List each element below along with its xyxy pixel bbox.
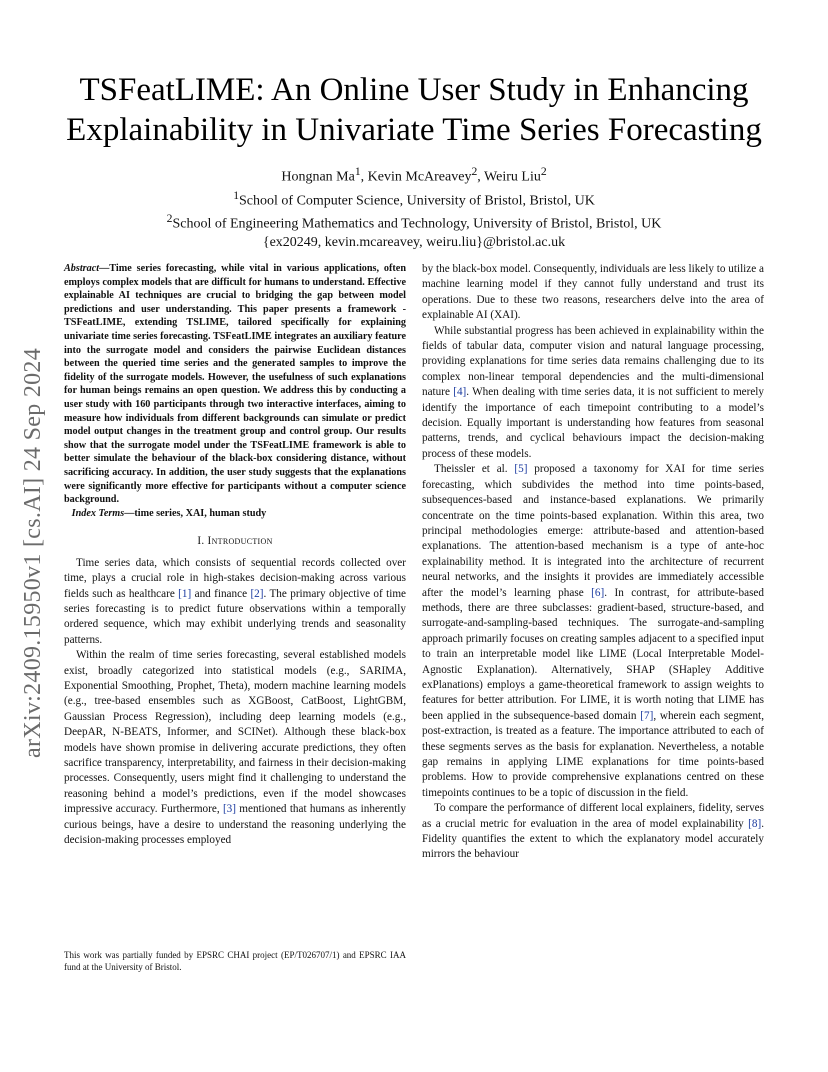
body-paragraph: Time series data, which consists of sequential records collected over time, plays a crucial role in high-stakes decision-making across various fields such as healthcare [1] and finance [2]. The primary objective of time series forecasting is to predict future observations within a temporally ordered sequence, which may exhibit underlying trends and seasonality patterns. bbox=[64, 556, 406, 646]
author-emails: {ex20249, kevin.mcareavey, weiru.liu}@bristol.ac.uk bbox=[262, 234, 566, 250]
abstract bbox=[64, 262, 406, 507]
citation-link[interactable]: [5] bbox=[514, 463, 528, 476]
index-terms-label: Index Terms bbox=[71, 507, 125, 519]
abstract-text: —Time series forecasting, while vital in various applications, often employs complex models that are difficult for humans to understand. Effective explainable AI techniques are crucial to bridging the gap between model predictions and user understanding. This paper presents a framework - TSFeatLIME, extending TSLIME, tailored specifically for explaining univariate time series forecasting. TSFeatLIME integrates an auxiliary feature into the surrogate model and considers the pairwise Euclidean distances between the queried time series and the generated samples to improve the fidelity of the surrogate models. However, the usefulness of such explanations for human beings remains an open question. We address this by conducting a user study with 160 participants through two interactive interfaces, aiming to measure how individuals from different backgrounds can simulate or predict model output changes in the treatment group and control group. Our results show that the surrogate model under the TSFeatLIME framework is able to better simulate the behaviour of the black-box considering distance, without sacrificing accuracy. In addition, the user study suggests that the explanations were significantly more effective for participants without a computer science background. bbox=[64, 263, 406, 506]
citation-link[interactable]: [4] bbox=[453, 386, 467, 399]
author-names: Hongnan Ma$^1$, Kevin McAreavey$^2$, Weiru Liu$^2$ bbox=[281, 165, 547, 185]
citation-link[interactable]: [8] bbox=[748, 817, 762, 830]
author-name: Kevin McAreavey bbox=[367, 169, 472, 185]
body-paragraph: While substantial progress has been achieved in explainability within the fields of tabular data, computer vision and natural language processing, providing explanations for time series data remains challenging due to its complex non-linear temporal dependencies and the multi-dimensional nature [4]. When dealing with time series data, it is not sufficient to merely identify the importance of each timepoint contributing to a model’s decision. Equally important is understanding how features from seasonal patterns, trends, and cyclical behaviours impact the decision-making process of these models. bbox=[422, 324, 765, 460]
right-paragraphs bbox=[422, 262, 764, 863]
author-affiliation-mark: 2 bbox=[540, 165, 547, 178]
abstract-label: Abstract bbox=[64, 263, 100, 274]
citation-link[interactable]: [7] bbox=[640, 709, 654, 722]
citation-link[interactable]: [3] bbox=[222, 803, 236, 816]
author-affiliation-mark: 2 bbox=[471, 165, 478, 178]
index-terms-text: —time series, XAI, human study bbox=[124, 507, 267, 519]
citation-link[interactable]: [2] bbox=[250, 587, 264, 600]
citation-link[interactable]: [1] bbox=[178, 587, 192, 600]
author-affiliation-mark: 1 bbox=[354, 165, 361, 178]
author-name: Weiru Liu bbox=[484, 169, 541, 185]
left-paragraphs bbox=[64, 556, 406, 849]
section-heading: I. Introduction bbox=[197, 535, 273, 548]
citation-link[interactable]: [6] bbox=[591, 586, 605, 599]
author-name: Hongnan Ma bbox=[281, 169, 355, 185]
left-column bbox=[64, 262, 406, 848]
affiliation-2: $^2$School of Engineering Mathematics and Technology, University of Bristol, Bristol, UK bbox=[166, 212, 662, 232]
paper-title: TSFeatLIME: An Online User Study in Enhancing Explainability in Univariate Time Series Forecasting bbox=[66, 72, 762, 148]
body-paragraph: Within the realm of time series forecasting, several established models exist, broadly categorized into statistical models (e.g., SARIMA, Exponential Smoothing, Prophet, Theta), modern machine learning models (e.g., tree-based ensembles such as XGBoost, CatBoost, LightGBM, Gaussian Process Regression), including deep learning models (e.g., DeepAR, N-BEATS, Informer, and SCINet). Although these black-box models have shown promise in delivering accurate predictions, they often sacrifice transparency, interpretability, and fairness in their decision-making processes. Consequently, users might find it challenging to understand the reasoning behind a model’s predictions, even if the model showcases impressive accuracy. Furthermore, [3] mentioned that humans as inherently curious beings, have a desire to understand the reasoning underlying the decision-making processes employed bbox=[64, 649, 407, 846]
index-terms bbox=[64, 507, 406, 521]
right-column bbox=[422, 262, 764, 863]
body-paragraph: Theissler et al. [5] proposed a taxonomy for XAI for time series forecasting, which subdivides the method into time points-based, subsequences-based and instance-based explanations. We primarily concentrate on the time points-based explanation. Within this area, two principal methodologies emerge: attribute-based and attention-based explanations. The attention-based mechanism is a type of ante-hoc explainability method. It is integrated into the architecture of recurrent neural networks, and the insights it provides are immediately accessible after the model’s learning phase [6]. In contrast, for attribute-based methods, there are three subclasses: gradient-based, structure-based, and surrogate-and-sampling-based techniques. The surrogate-and-sampling approach primarily focuses on creating samples adjacent to a specified input to train an interpretable model like LIME (Local Interpretable Model-Agnostic Explanation). Alternatively, SHAP (SHapley Additive exPlanations) employs a game-theoretical framework to assign weights to features for better attribution. For LIME, it is worth noting that LIME has been applied in the subsequence-based domain [7], wherein each segment, post-extraction, is treated as a feature. The importance attributed to each of these segments serves as the basis for explanation. Nevertheless, a notable gap remains in applying LIME explanations for time points-based problems. How to provide comprehensive explanations centred on these timepoints continues to be a topic of discussion in the field. bbox=[422, 463, 764, 799]
arxiv-identifier: arXiv:2409.15950v1 [cs.AI] 24 Sep 2024 bbox=[20, 347, 46, 758]
author-block bbox=[60, 163, 768, 252]
affiliation-1: $^1$School of Computer Science, University of Bristol, Bristol, UK bbox=[233, 188, 595, 209]
body-paragraph: by the black-box model. Consequently, individuals are less likely to utilize a machine learning model if they cannot fully understand and trust its operations. Due to these two reasons, researchers delve into the area of explainable AI (XAI). bbox=[422, 263, 764, 322]
body-paragraph: To compare the performance of different local explainers, fidelity, serves as a crucial metric for evaluation in the area of model explainability [8]. Fidelity quantifies the extent to which the explanatory model accurately mirrors the behaviour bbox=[422, 802, 764, 861]
footnote: This work was partially funded by EPSRC CHAI project (EP/T026707/1) and EPSRC IAA fund at the University of Bristol. bbox=[64, 950, 406, 972]
